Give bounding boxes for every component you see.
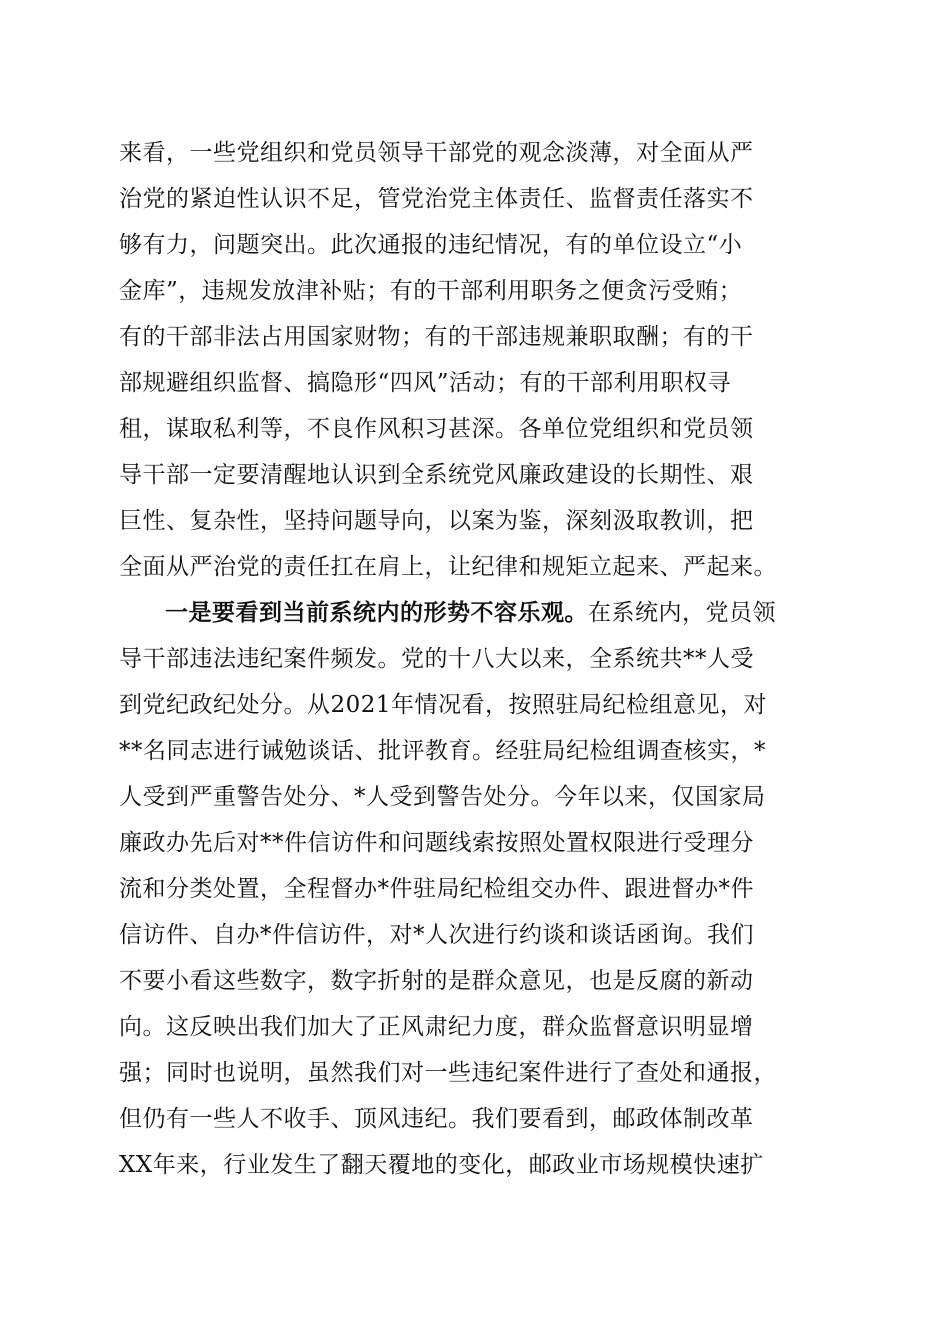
paragraph-2-line: 不要小看这些数字，数字折射的是群众意见，也是反腐的新动 [119, 968, 754, 994]
paragraph-2-line: 流和分类处置，全程督办*件驻局纪检组交办件、跟进督办*件 [119, 876, 754, 902]
paragraph-1-line: 部规避组织监督、搞隐形“四风”活动；有的干部利用职权寻 [119, 370, 732, 396]
paragraph-2-line: 信访件、自办*件信访件，对*人次进行约谈和谈话函询。我们 [119, 922, 754, 948]
paragraph-2-line: 人受到严重警告处分、*人受到警告处分。今年以来，仅国家局 [119, 784, 766, 810]
paragraph-1-line: 够有力，问题突出。此次通报的违纪情况，有的单位设立“小 [119, 232, 743, 258]
paragraph-1-line: 治党的紧迫性认识不足，管党治党主体责任、监督责任落实不 [119, 186, 754, 212]
paragraph-1-line: 有的干部非法占用国家财物；有的干部违规兼职取酬；有的干 [119, 324, 754, 350]
paragraph-2-line: 廉政办先后对**件信访件和问题线索按照处置权限进行受理分 [119, 830, 754, 856]
paragraph-1-line: 租，谋取私利等，不良作风积习甚深。各单位党组织和党员领 [119, 416, 754, 442]
paragraph-2-line: 但仍有一些人不收手、顶风违纪。我们要看到，邮政体制改革 [119, 1106, 754, 1132]
paragraph-1-line: 导干部一定要清醒地认识到全系统党风廉政建设的长期性、艰 [119, 462, 754, 488]
paragraph-2-first-line [165, 594, 776, 632]
paragraph-2-line: XX年来，行业发生了翻天覆地的变化，邮政业市场规模快速扩 [119, 1152, 764, 1178]
paragraph-2-line: **名同志进行诫勉谈话、批评教育。经驻局纪检组调查核实，* [119, 738, 766, 764]
paragraph-2-first-line-text: 在系统内，党员领 [588, 600, 776, 626]
paragraph-2-line: 强；同时也说明，虽然我们对一些违纪案件进行了查处和通报， [119, 1060, 777, 1086]
paragraph-2-line: 到党纪政纪处分。从2021年情况看，按照驻局纪检组意见，对 [119, 692, 768, 718]
paragraph-2-line: 向。这反映出我们加大了正风肃纪力度，群众监督意识明显增 [119, 1014, 754, 1040]
paragraph-1-line: 巨性、复杂性，坚持问题导向，以案为鉴，深刻汲取教训，把 [119, 508, 754, 534]
paragraph-2-line: 导干部违法违纪案件频发。党的十八大以来，全系统共**人受 [119, 646, 754, 672]
paragraph-2-heading: 一是要看到当前系统内的形势不容乐观。 [165, 599, 588, 626]
paragraph-1-line: 全面从严治党的责任扛在肩上，让纪律和规矩立起来、严起来。 [119, 554, 777, 580]
paragraph-1-line: 来看，一些党组织和党员领导干部党的观念淡薄，对全面从严 [119, 140, 754, 166]
paragraph-1-line: 金库”，违规发放津补贴；有的干部利用职务之便贪污受贿； [119, 278, 743, 304]
